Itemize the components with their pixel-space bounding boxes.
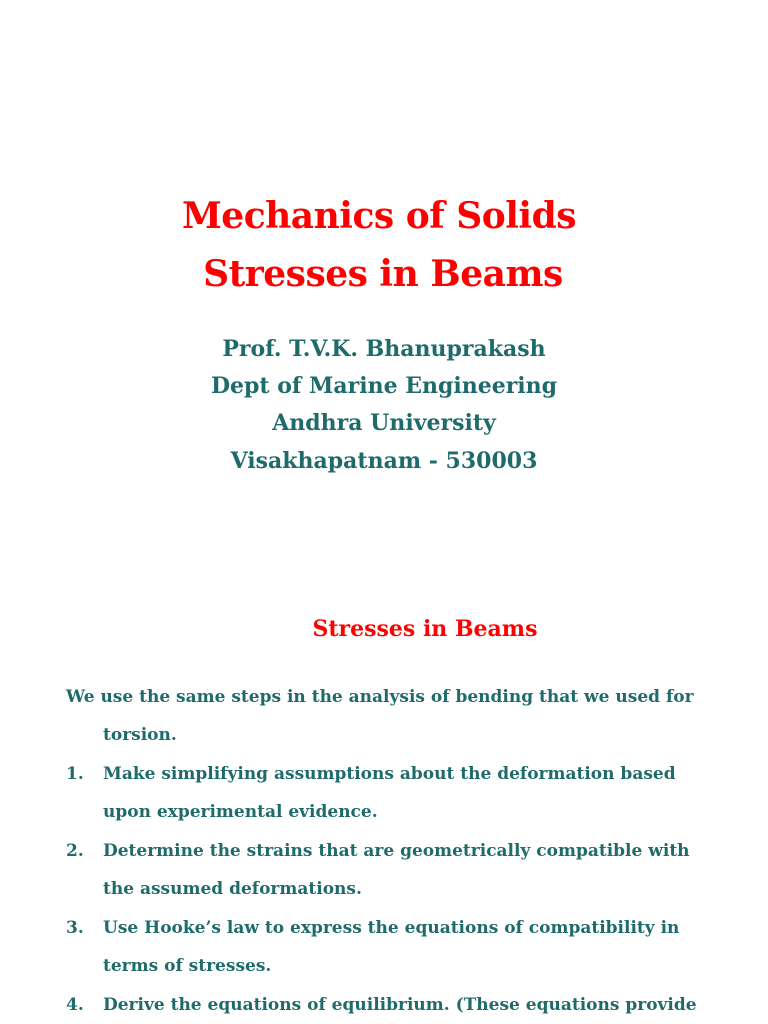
author-department: Dept of Marine Engineering <box>210 373 558 399</box>
slide-title-line-2: Stresses in Beams <box>203 253 563 295</box>
list-item-text: Make simplifying assumptions about the deformation based <box>103 764 676 784</box>
content-slide <box>0 576 768 1024</box>
list-item-text: upon experimental evidence. <box>103 802 378 822</box>
intro-text-line-1: We use the same steps in the analysis of bending that we used for <box>66 687 694 707</box>
slide-title-line-1: Mechanics of Solids <box>181 195 577 237</box>
content-slide-title: Stresses in Beams <box>312 616 538 642</box>
list-item-text: the assumed deformations. <box>103 879 362 899</box>
list-item-number: 3. <box>66 918 84 938</box>
list-item-number: 2. <box>66 841 84 861</box>
list-item-text: terms of stresses. <box>103 956 272 976</box>
author-name: Prof. T.V.K. Bhanuprakash <box>222 336 546 362</box>
list-item-number: 1. <box>66 764 84 784</box>
list-item-number: 4. <box>66 995 84 1015</box>
author-university: Andhra University <box>272 410 496 436</box>
list-item-text: Use Hooke’s law to express the equations of compatibility in <box>103 918 680 938</box>
intro-text-line-2: torsion. <box>103 725 177 745</box>
list-item-text: Derive the equations of equilibrium. (These equations provide <box>103 995 697 1015</box>
author-city: Visakhapatnam - 530003 <box>230 448 538 474</box>
list-item-text: Determine the strains that are geometrically compatible with <box>103 841 690 861</box>
